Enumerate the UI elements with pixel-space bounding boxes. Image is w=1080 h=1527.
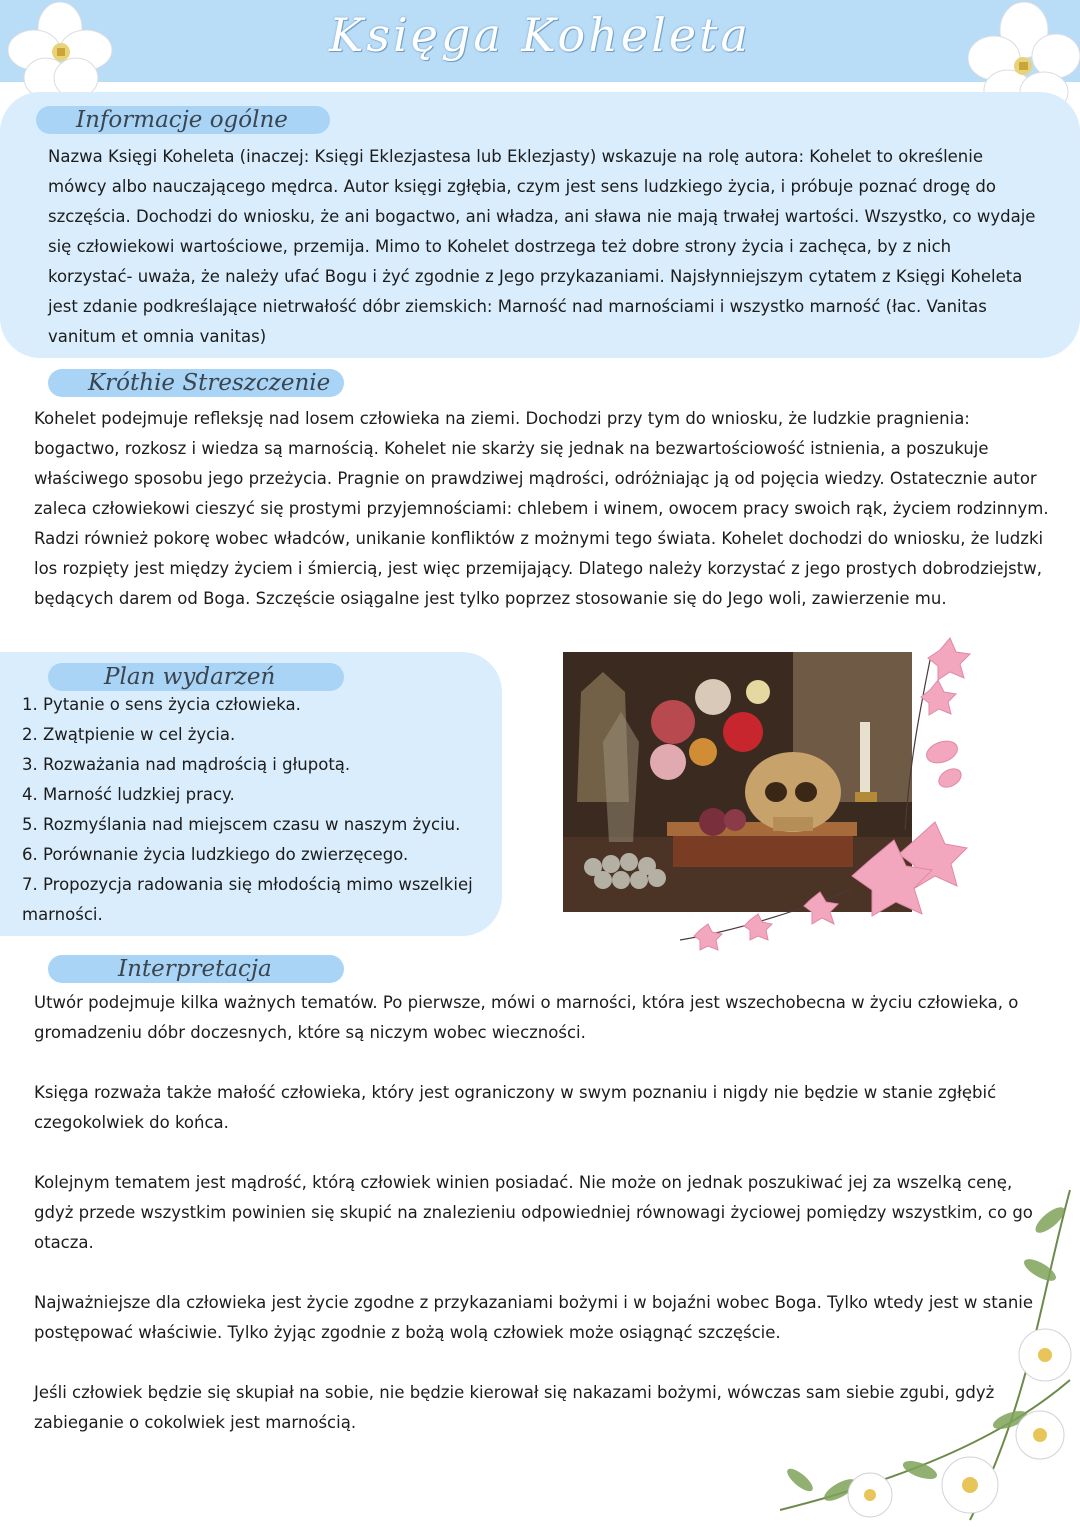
plan-list: [22, 690, 492, 930]
summary-text: Kohelet podejmuje refleksję nad losem człowieka na ziemi. Dochodzi przy tym do wniosku, że ludzkie pragnienia: bogactwo, rozkosz i wiedza są marnością. Kohelet nie skarży się jednak na bezwartościowość istnienia, a poszukuje właściwego sposobu jego przeżycia. Pragnie on prawdziwej mądrości, odróżniając ją od pojęcia wiedzy. Ostatecznie autor zaleca człowiekowi cieszyć się prostymi przyjemnościami: chlebem i winem, owocem pracy swoich rąk, życiem rodzinnym. Radzi również pokorę wobec władców, unikanie konfliktów z możnymi tego świata. Kohelet dochodzi do wniosku, że ludzki los rozpięty jest między życiem i śmiercią, jest więc przemijający. Dlatego należy korzystać z jego prostych dobrodziejstw, będących darem od Boga. Szczęście osiągalne jest tylko poprzez stosowanie się do Jego woli, zawierzenie mu.: [34, 409, 1049, 608]
plan-list-container: [22, 690, 492, 930]
interpretation-paragraph: Jeśli człowiek będzie się skupiał na sobie, nie będzie kierował się nakazami bożymi, wówczas sam siebie zgubi, gdyż zabieganie o cokolwiek jest marnością.: [34, 1383, 995, 1432]
interpretation-section-label: Interpretacja: [48, 955, 344, 983]
summary-section-label: Króthie Streszczenie: [48, 369, 344, 397]
white-flower-icon: [8, 0, 113, 100]
info-text: Nazwa Księgi Koheleta (inaczej: Księgi Eklezjastesa lub Eklezjasty) wskazuje na rolę autora: Kohelet to określenie mówcy albo nauczającego mędrca. Autor księgi zgłębia, czym jest sens ludzkiego życia, i próbuje poznać drogę do szczęścia. Dochodzi do wniosku, że ani bogactwo, ani władza, ani sława nie mają trwałej wartości. Wszystko, co wydaje się człowiekowi wartościowe, przemija. Mimo to Kohelet dostrzega też dobre strony życia i zachęca, by z nich korzystać- uważa, że należy ufać Bogu i żyć zgodnie z Jego przykazaniami. Najsłynniejszym cytatem z Księgi Koheleta jest zdanie podkreślające nietrwałość dóbr ziemskich: Marność nad marnościami i wszystko marność (łac. Vanitas vanitum et omnia vanitas): [48, 147, 1036, 346]
interpretation-paragraph: Kolejnym tematem jest mądrość, którą człowiek winien posiadać. Nie może on jednak poszukiwać jej za wszelką cenę, gdyż przede wszystkim powinien się skupić na znalezieniu odpowiedniej równowagi życiowej pomiędzy wszystkim, co go otacza.: [34, 1173, 1033, 1252]
interpretation-paragraph: Utwór podejmuje kilka ważnych tematów. Po pierwsze, mówi o marności, która jest wszechobecna w życiu człowieka, o gromadzeniu dóbr doczesnych, które są niczym wobec wieczności.: [34, 993, 1019, 1042]
list-item: 4. Marność ludzkiej pracy.: [22, 785, 235, 804]
info-section-label: Informacje ogólne: [36, 106, 330, 134]
list-item: 3. Rozważania nad mądrością i głupotą.: [22, 755, 351, 774]
list-item: 5. Rozmyślania nad miejscem czasu w naszym życiu.: [22, 815, 461, 834]
interpretation-paragraph: Księga rozważa także małość człowieka, który jest ograniczony w swym poznaniu i nigdy nie będzie w stanie zgłębić czegokolwiek do końca.: [34, 1083, 997, 1132]
list-item: 7. Propozycja radowania się młodością mimo wszelkiej marności.: [22, 875, 473, 924]
list-item: 2. Zwątpienie w cel życia.: [22, 725, 236, 744]
list-item: 1. Pytanie o sens życia człowieka.: [22, 695, 301, 714]
page-title: Księga Koheleta: [329, 8, 751, 62]
list-item: 6. Porównanie życia ludzkiego do zwierzęcego.: [22, 845, 409, 864]
interpretation-paragraph: Najważniejsze dla człowieka jest życie zgodne z przykazaniami bożymi i w bojaźni wobec Boga. Tylko wtedy jest w stanie postępować właściwie. Tylko żyjąc zgodnie z bożą wolą człowiek może osiągnąć szczęście.: [34, 1293, 1034, 1342]
white-flower-branch-icon: [740, 1180, 1080, 1527]
plan-section-label: Plan wydarzeń: [48, 663, 344, 691]
pink-blossom-icon: [660, 630, 980, 980]
